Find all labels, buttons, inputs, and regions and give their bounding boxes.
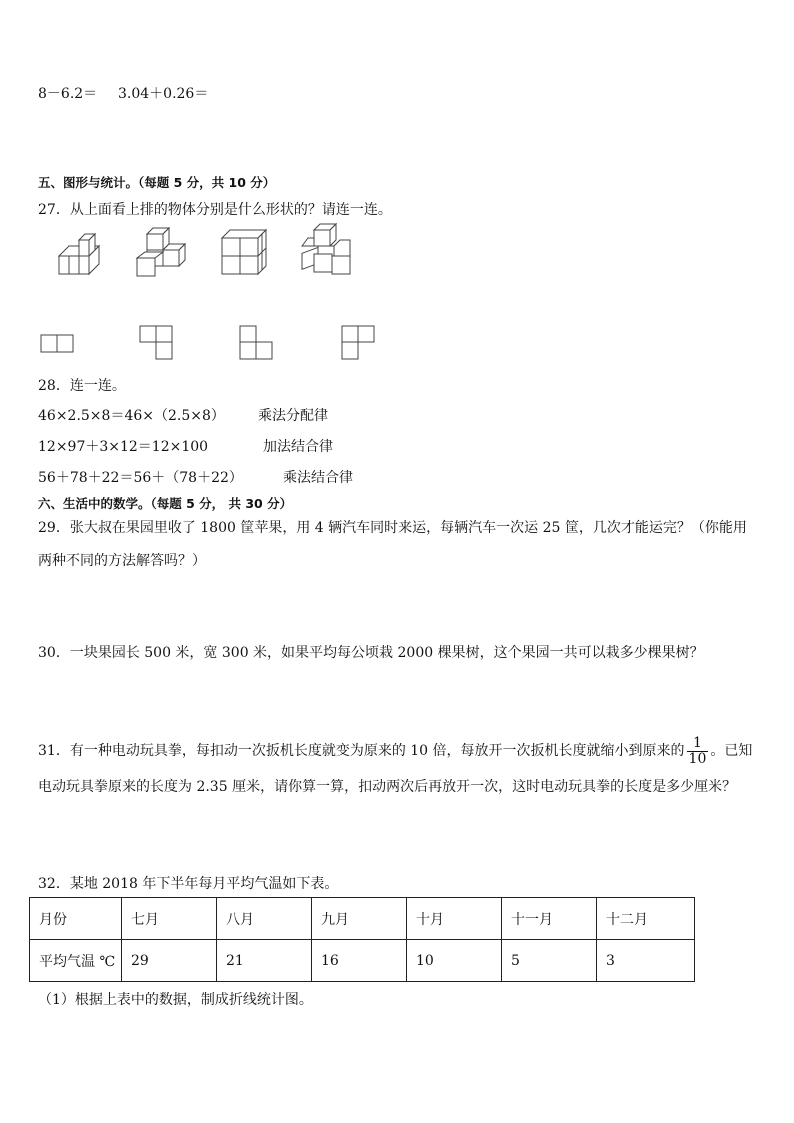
top-view-shape-3 — [239, 325, 275, 361]
table-cell: 平均气温 ℃ — [30, 940, 122, 982]
q28-expression-3: 56＋78＋22＝56＋（78＋22） — [38, 470, 243, 486]
table-cell: 十月 — [407, 898, 502, 940]
question-32-sub-1: （1）根据上表中的数据，制成折线统计图。 — [38, 992, 313, 1008]
q31-text-part-a: 31．有一种电动玩具拳，每扣动一次扳机长度就变为原来的 10 倍，每放开一次扳机长度就缩小到原来的 — [38, 743, 685, 759]
section-5-title: 五、图形与统计。（每题 5 分，共 10 分） — [38, 175, 276, 190]
q31-text-part-b: 。已知电动玩具拳原来的长度为 2.35 厘米，请你算一算，扣动两次后再放开一次，这时电动玩具拳的长度是多少厘米？ — [38, 743, 753, 795]
q28-law-2: 加法结合律 — [263, 439, 333, 455]
table-header-row — [30, 898, 695, 940]
cube-figure-2 — [135, 228, 187, 278]
top-view-shape-1 — [40, 334, 76, 354]
q28-law-3: 乘法结合律 — [283, 470, 353, 486]
q28-law-1: 乘法分配律 — [258, 408, 328, 424]
cube-figure-4 — [300, 224, 352, 276]
q28-expression-1: 46×2.5×8＝46×（2.5×8） — [38, 408, 225, 424]
top-view-shape-2 — [139, 325, 175, 361]
cube-figure-1 — [55, 242, 105, 274]
question-29-text: 29．张大叔在果园里收了 1800 筐苹果，用 4 辆汽车同时来运，每辆汽车一次运 25 筐，几次才能运完？（你能用两种不同的方法解答吗？） — [38, 520, 747, 569]
table-row — [30, 940, 695, 982]
table-cell: 3 — [597, 940, 695, 982]
calc-expression-2: 3.04＋0.26＝ — [118, 86, 209, 102]
top-view-shape-4 — [341, 325, 377, 361]
table-cell: 5 — [502, 940, 597, 982]
table-cell: 29 — [122, 940, 217, 982]
question-28-text: 28．连一连。 — [38, 378, 126, 394]
question-31-text — [38, 733, 758, 805]
cube-figure-3 — [220, 230, 270, 276]
table-cell: 月份 — [30, 898, 122, 940]
table-cell: 十一月 — [502, 898, 597, 940]
table-cell: 十二月 — [597, 898, 695, 940]
table-cell: 七月 — [122, 898, 217, 940]
fraction-one-tenth — [687, 736, 709, 767]
table-cell: 九月 — [312, 898, 407, 940]
table-cell: 16 — [312, 940, 407, 982]
section-6-title: 六、生活中的数学。（每题 5 分， 共 30 分） — [38, 496, 293, 511]
table-cell: 10 — [407, 940, 502, 982]
question-27-text: 27．从上面看上排的物体分别是什么形状的？请连一连。 — [38, 202, 392, 218]
question-32-text: 32．某地 2018 年下半年每月平均气温如下表。 — [38, 876, 339, 892]
calc-expression-1: 8－6.2＝ — [38, 86, 98, 102]
fraction-numerator: 1 — [687, 736, 709, 752]
fraction-denominator: 10 — [688, 750, 707, 767]
table-cell: 21 — [217, 940, 312, 982]
q28-expression-2: 12×97＋3×12＝12×100 — [38, 439, 209, 455]
temperature-table — [29, 897, 695, 982]
table-cell: 八月 — [217, 898, 312, 940]
question-30-text: 30．一块果园长 500 米，宽 300 米，如果平均每公顷栽 2000 棵果树，这个果园一共可以栽多少棵果树？ — [38, 645, 704, 661]
